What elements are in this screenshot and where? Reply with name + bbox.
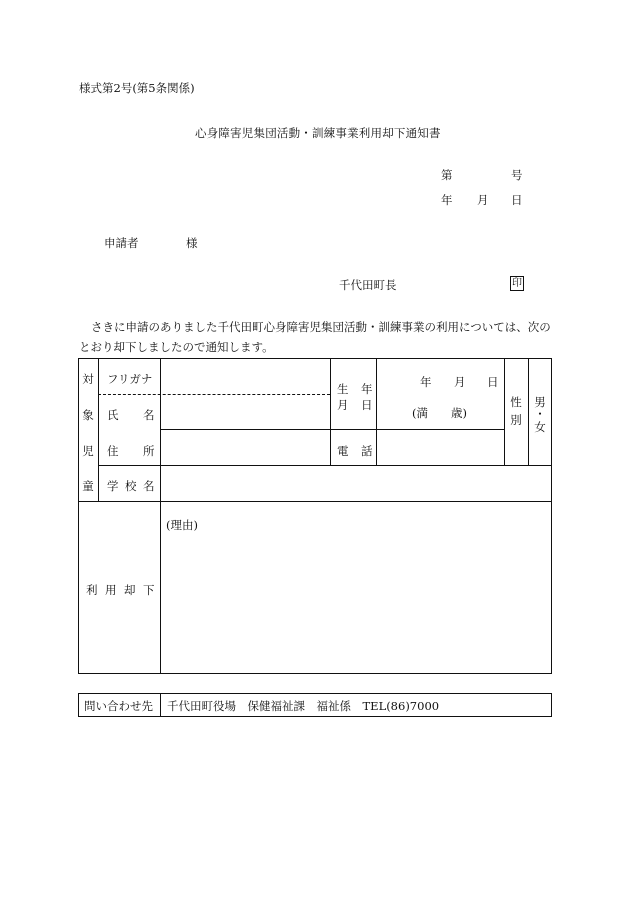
birth-month: 月 xyxy=(454,375,466,389)
gender-label-2: 別 xyxy=(510,413,522,427)
contact-label: 問い合わせ先 xyxy=(84,699,153,713)
seal-mark: 印 xyxy=(512,278,522,289)
contact-info: 千代田町役場 保健福祉課 福祉係 TEL(86)7000 xyxy=(167,699,440,713)
gender-female: 女 xyxy=(534,420,546,434)
address-label-2: 所 xyxy=(143,444,155,458)
name-label-2: 名 xyxy=(143,408,155,422)
rejection-label-4: 下 xyxy=(143,583,155,597)
gender-male: 男 xyxy=(534,395,546,409)
rejection-label-2: 用 xyxy=(105,583,117,597)
doc-number-prefix: 第 xyxy=(441,168,453,182)
birth-label-1: 生 xyxy=(337,382,349,396)
issuer-name: 千代田町長 xyxy=(339,278,397,292)
document-title: 心身障害児集団活動・訓練事業利用却下通知書 xyxy=(195,126,441,140)
birth-day: 日 xyxy=(487,375,499,389)
doc-date-month: 月 xyxy=(477,193,489,207)
gender-separator: ・ xyxy=(534,407,546,421)
rejection-label-3: 却 xyxy=(124,583,136,597)
address-label-1: 住 xyxy=(107,444,119,458)
birth-label-2: 年 xyxy=(361,382,373,396)
school-label-2: 校 xyxy=(125,479,137,493)
applicant-honorific: 様 xyxy=(186,236,198,250)
target-child-label-2: 象 xyxy=(82,408,94,422)
rejection-label-1: 利 xyxy=(86,583,98,597)
school-label-1: 学 xyxy=(107,479,119,493)
age-open: (満 xyxy=(412,406,428,420)
phone-label-1: 電 xyxy=(337,444,349,458)
target-child-label-4: 童 xyxy=(82,479,94,493)
name-label-1: 氏 xyxy=(107,408,119,422)
intro-text: さきに申請のありました千代田町心身障害児集団活動・訓練事業の利用については、次のとおり却下しましたので通知します。 xyxy=(79,320,551,354)
birth-label-4: 日 xyxy=(361,398,373,412)
school-label-3: 名 xyxy=(143,479,155,493)
form-number: 様式第2号(第5条関係) xyxy=(79,81,195,95)
target-child-label-3: 児 xyxy=(82,444,94,458)
gender-label-1: 性 xyxy=(510,395,522,409)
phone-label-2: 話 xyxy=(361,444,373,458)
doc-date-day: 日 xyxy=(511,193,523,207)
furigana-label: フリガナ xyxy=(107,372,153,386)
doc-number-suffix: 号 xyxy=(511,168,523,182)
target-child-label-1: 対 xyxy=(82,372,94,386)
applicant-label: 申請者 xyxy=(104,236,139,250)
birth-label-3: 月 xyxy=(337,398,349,412)
doc-date-year: 年 xyxy=(441,193,453,207)
age-unit: 歳) xyxy=(451,406,467,420)
reason-label: (理由) xyxy=(166,518,198,532)
birth-year: 年 xyxy=(420,375,432,389)
